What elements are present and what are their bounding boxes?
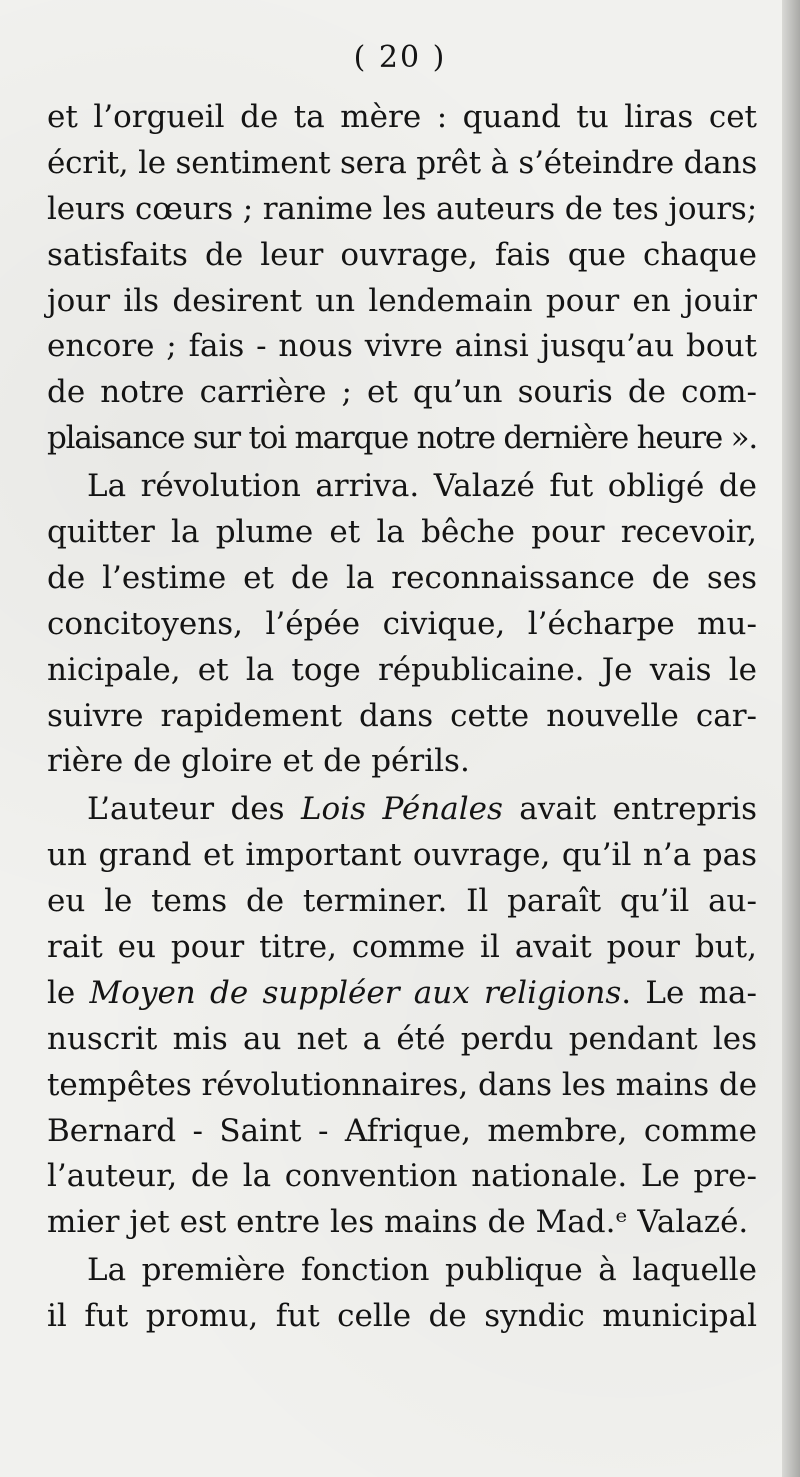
italic-title: Moyen de suppléer aux religions (89, 974, 622, 1011)
text-line: La révolution arriva. Valazé fut obligé de (87, 468, 757, 505)
text-line: plaisance sur toi marque notre dernière heure ». (47, 420, 757, 457)
text-line: écrit, le sentiment sera prêt à s’éteindre dans (47, 144, 758, 181)
page-number: ( 20 ) (353, 40, 447, 75)
text-line: l’auteur, de la convention nationale. Le pre- (47, 1158, 757, 1195)
text-run: L’auteur des (87, 791, 301, 828)
text-line (47, 971, 757, 1017)
text-line: rière de gloire et de périls. (47, 743, 470, 780)
text-line: Bernard - Saint - Afrique, membre, comme (47, 1112, 757, 1149)
text-line: suivre rapidement dans cette nouvelle car- (47, 697, 757, 734)
text-line: et l’orgueil de ta mère : quand tu liras cet (47, 99, 757, 135)
text-run: . Le ma- (621, 974, 757, 1011)
text-line: satisfaits de leur ouvrage, fais que chaque (47, 236, 757, 273)
text-run: le (47, 974, 90, 1011)
text-line: de l’estime et de la reconnaissance de ses (47, 559, 757, 596)
text-run: avait entrepris (502, 791, 757, 828)
text-line: eu le tems de terminer. Il paraît qu’il au- (47, 883, 757, 920)
italic-title: Lois Pénales (300, 791, 503, 828)
body-text (47, 95, 757, 1340)
text-line: encore ; fais - nous vivre ainsi jusqu’au bout (47, 328, 757, 365)
text-line: jour ils desirent un lendemain pour en jouir (47, 282, 757, 319)
text-line: concitoyens, l’épée civique, l’écharpe mu- (47, 605, 757, 642)
text-line: de notre carrière ; et qu’un souris de com- (47, 374, 757, 411)
text-line: leurs cœurs ; ranime les auteurs de tes jours; (47, 190, 757, 227)
text-line: rait eu pour titre, comme il avait pour but, (47, 929, 757, 966)
text-line: mier jet est entre les mains de Mad.ᵉ Valazé. (47, 1204, 749, 1241)
text-line: La première fonction publique à laquelle (87, 1252, 757, 1289)
text-line: tempêtes révolutionnaires, dans les mains de (47, 1066, 757, 1103)
text-line: il fut promu, fut celle de syndic municipal (47, 1298, 757, 1335)
text-line: un grand et important ouvrage, qu’il n’a pas (47, 837, 757, 874)
text-line: quitter la plume et la bêche pour recevoir, (47, 514, 757, 551)
text-line: nuscrit mis au net a été perdu pendant les (47, 1020, 757, 1057)
text-line: nicipale, et la toge républicaine. Je vais le (47, 651, 757, 688)
text-line (47, 787, 757, 833)
page-edge (782, 0, 800, 1477)
